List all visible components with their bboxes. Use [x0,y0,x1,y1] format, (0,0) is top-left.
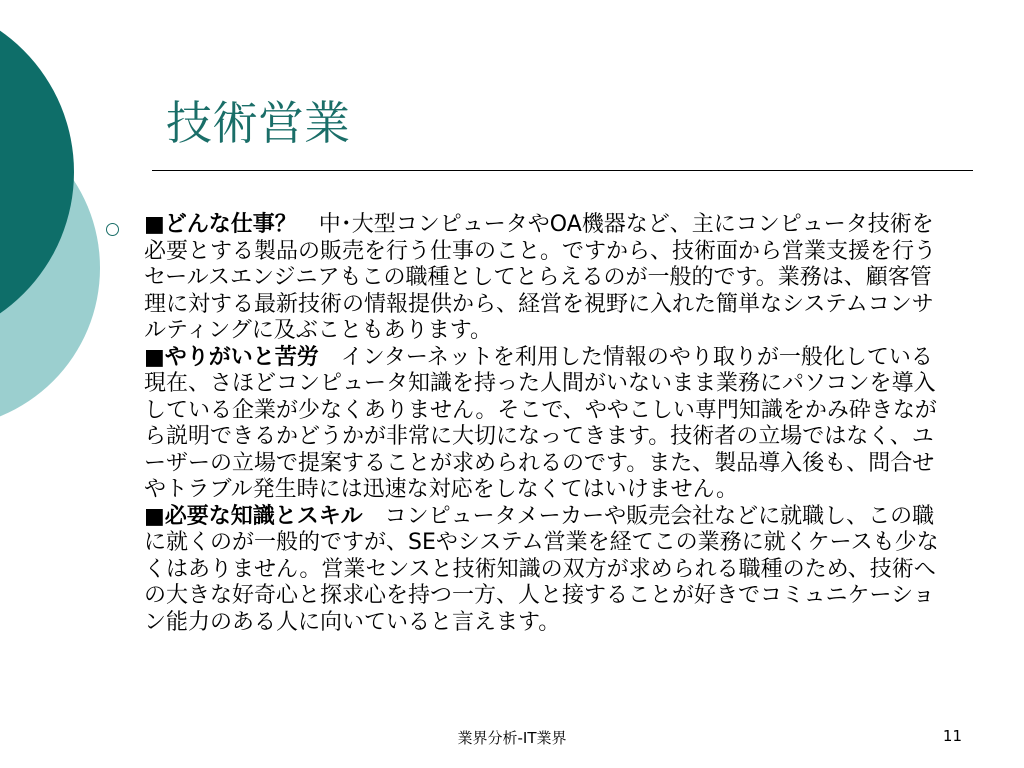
page-number: 11 [942,727,962,745]
paragraph-text: 中･大型コンピュータやOA機器など、主にコンピュータ技術を必要とする製品の販売を行う仕事のこと。ですから、技術面から営業支援を行うセールスエンジニアもこの職種としてとらえるのが一般的です。業務は、顧客管理に対する最新技術の情報提供から、経営を視野に入れた簡単なシステムコンサルティングに及ぶこともあります。 [144,212,937,343]
title-divider [152,170,973,171]
paragraph-required-skills [144,504,949,637]
footer-title: 業界分析-IT業界 [457,729,567,747]
paragraph-heading: ■やりがいと苦労 [144,344,319,370]
paragraph-rewards-and-difficulties [144,345,949,504]
paragraph-heading: ■必要な知識とスキル [144,503,363,529]
paragraph-text: コンピュータメーカーや販売会社などに就職し、この職に就くのが一般的ですが、SEやシステム営業を経てこの業務に就くケースも少なくはありません。営業センスと技術知識の双方が求められる職種のため、技術への大きな好奇心と探求心を持つ一方、人と接することが好きでコミュニケーション能力のある人に向いていると言えます。 [144,503,939,635]
paragraph-job-description [144,212,949,345]
paragraph-text: インターネットを利用した情報のやり取りが一般化している現在、さほどコンピュータ知識を持った人間がいないまま業務にパソコンを導入している企業が少なくありません。そこで、ややこしい専門知識をかみ砕きながら説明できるかどうかが非常に大切になってきます。技術者の立場ではなく、ユーザーの立場で提案することが求められるのです。また、製品導入後も、問合せやトラブル発生時には迅速な対応をしなくてはいけません。 [144,344,937,502]
decorative-circles [0,0,110,420]
paragraph-heading: ■どんな仕事？ [144,212,297,237]
slide-body [144,212,949,636]
hollow-circle-bullet-icon [106,223,119,236]
slide-title: 技術営業 [166,96,350,150]
